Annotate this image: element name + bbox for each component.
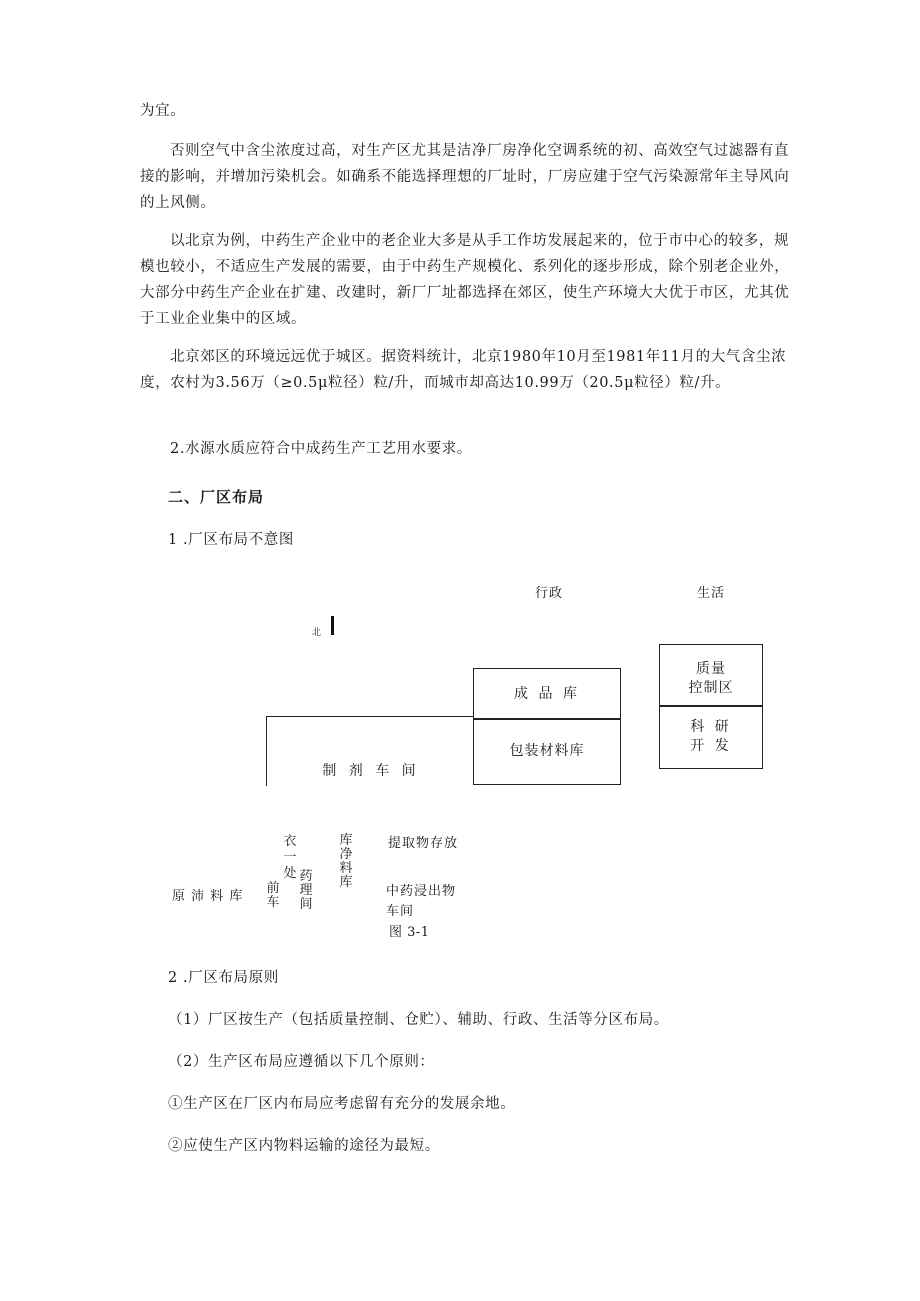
subheading-layout-principles: 2 .厂区布局原则: [168, 970, 279, 986]
section-heading: 二、厂区布局: [168, 488, 265, 506]
finished-goods-label: 成 品 库: [514, 686, 580, 702]
front-workshop-label: 前车: [266, 881, 280, 910]
medicine-room-label: 药理间: [299, 869, 313, 912]
clothing-label: 衣一处: [283, 834, 297, 881]
north-arrow-icon: [331, 616, 334, 635]
paragraph-suburb: 北京郊区的环境远远优于城区。据资料统计，北京1980年10月至1981年11月的大气含尘浓度，农村为3.56万（≥0.5μ粒径）粒/升，而城市却高达10.99万（20.5μ粒径）粒/升。: [140, 349, 787, 391]
extraction-workshop-label-1: 中药浸出物: [386, 884, 457, 899]
extraction-workshop-label-2: 车间: [386, 904, 415, 919]
paragraph-dust: 否则空气中含尘浓度过高，对生产区尤其是洁净厂房净化空调系统的初、高效空气过滤器有直接的影响，并增加污染机会。如确系不能选择理想的厂址时，厂房应建于空气污染源常年主导风向的上风侧。: [140, 143, 790, 211]
raw-store-label: 原 沛 料 库: [172, 889, 244, 904]
rule-2: （2）生产区布局应遵循以下几个原则：: [168, 1054, 435, 1070]
rule-3: ①生产区在厂区内布局应考虑留有充分的发展余地。: [168, 1096, 516, 1112]
quality-control-label: 质量 控制区: [688, 661, 734, 696]
extract-store-label: 提取物存放: [388, 836, 459, 851]
preparation-workshop-label: 制 剂 车 间: [322, 763, 420, 779]
subheading-layout-diagram: 1 .厂区布局不意图: [168, 532, 294, 548]
north-label: 北: [312, 628, 323, 638]
rule-1: （1）厂区按生产（包括质量控制、仓贮）、辅助、行政、生活等分区布局。: [168, 1012, 669, 1028]
clean-store-label: 库净料库: [339, 833, 353, 890]
research-label: 科 研 开 发: [690, 719, 732, 754]
paragraph-beijing-example: 以北京为例，中药生产企业中的老企业大多是从手工作坊发展起来的，位于市中心的较多，规模也较小，不适应生产发展的需要，由于中药生产规模化、系列化的逐步形成，除个别老企业外，大部分中药生产企业在扩建、改建时，新厂厂址都选择在郊区，使生产环境大大优于市区，尤其优于工业企业集中的区域。: [140, 233, 790, 327]
figure-caption: 图 3-1: [389, 925, 430, 940]
paragraph-continuation: 为宜。: [140, 103, 186, 119]
label-life: 生活: [697, 586, 726, 601]
label-admin: 行政: [535, 586, 564, 601]
paragraph-water: 2.水源水质应符合中成药生产工艺用水要求。: [170, 441, 472, 457]
packaging-store-label: 包装材料库: [509, 743, 585, 759]
rule-4: ②应使生产区内物料运输的途径为最短。: [168, 1138, 440, 1154]
